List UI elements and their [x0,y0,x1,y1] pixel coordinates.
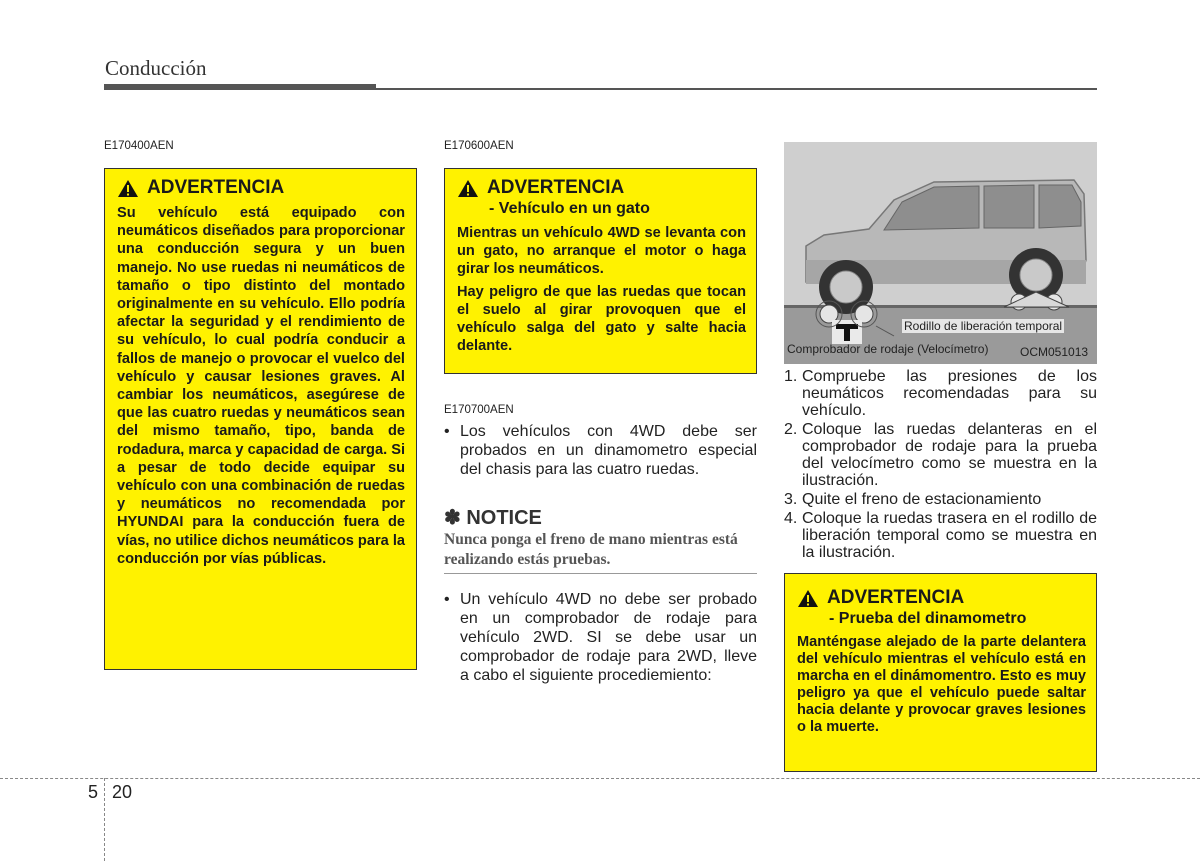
list-item: • Los vehículos con 4WD debe ser probados en un dinamometro especial del chasis para las cuatro ruedas. [444,422,757,479]
footer-vertical-divider [104,778,105,861]
footer-divider [0,778,1200,779]
list-item: 1. Compruebe las presiones de los neumáticos recomendadas para su vehículo. [784,368,1097,419]
figure-label-release-roller: Rodillo de liberación temporal [904,319,1063,333]
header-rule-thick [104,84,376,90]
page-number: 20 [112,782,133,802]
reference-code: E170700AEN [444,404,514,416]
bullet-list [444,422,757,479]
warning-paragraph: Hay peligro de que las ruedas que tocan el suelo al girar provoquen que el vehículo salga del gato y salte hacia delante. [457,283,746,355]
warning-body: Su vehículo está equipado con neumáticos diseñados para proporcionar una conducción segura y un buen manejo. No use ruedas ni neumáticos de tamaño o tipo distinto del montado originalmente en su vehículo. Ello podría afectar la seguridad y el rendimiento de su vehículo, lo cual podría conducir a fallos de manejo o provocar el vuelco del vehículo y causar lesiones graves. Al cambiar los neumáticos, asegúrese de que las cuatro ruedas y neumáticos sean del mismo tamaño, tipo, banda de rodadura, marca y capacidad de carga. Si a pesar de todo decide equipar su vehículo con una combinación de ruedas y neumáticos no recomendada por HYUNDAI para la conducción fuera de vías, no utilice dichos neumáticos para la conducción por vías públicas. [117,205,405,567]
warning-box-tires [104,168,417,670]
list-item: 2. Coloque las ruedas delanteras en el comprobador de rodaje para la prueba del velocímetro como se muestra en la ilustración. [784,421,1097,489]
warning-title: ADVERTENCIA [147,177,285,198]
warning-subtitle: - Vehículo en un gato [489,200,650,217]
header-rule-thin [376,88,1097,90]
figure-code: OCM051013 [1020,345,1089,359]
warning-triangle-icon [117,179,139,198]
warning-box-dynamometer [784,573,1097,772]
notice-divider [444,573,757,574]
list-item: 3. Quite el freno de estacionamiento [784,491,1042,508]
warning-box-jack [444,168,757,374]
warning-subtitle: - Prueba del dinamometro [829,610,1027,627]
reference-code: E170600AEN [444,140,514,152]
warning-triangle-icon [797,589,819,608]
notice-title: ✽ NOTICE [444,507,542,529]
reference-code: E170400AEN [104,140,174,152]
bullet-list [444,590,757,685]
list-item: • Un vehículo 4WD no debe ser probado en un comprobador de rodaje para vehículo 2WD. SI se debe usar un comprobador de rodaje para 2WD, lleve a cabo el siguiente procediemiento: [444,590,757,685]
warning-title: ADVERTENCIA [827,587,965,608]
warning-body: Manténgase alejado de la parte delantera del vehículo mientras el vehículo está en marcha en el dinámomentro. Esto es muy peligro ya que el vehículo puede saltar hacia delante y provocar graves lesiones o la muerte. [797,634,1086,735]
warning-paragraph: Mientras un vehículo 4WD se levanta con un gato, no arranque el motor o haga girar los neumáticos. [457,225,746,278]
section-title: Conducción [105,56,207,80]
figure-label-speed-tester: Comprobador de rodaje (Velocímetro) [787,342,989,356]
procedure-steps [784,368,1097,563]
notice-body: Nunca ponga el freno de mano mientras está realizando estás pruebas. [444,531,738,568]
section-number: 5 [88,782,99,802]
warning-title: ADVERTENCIA [487,177,625,198]
list-item: 4. Coloque la ruedas trasera en el rodillo de liberación temporal como se muestra en la ilustración. [784,510,1097,561]
warning-triangle-icon [457,179,479,198]
